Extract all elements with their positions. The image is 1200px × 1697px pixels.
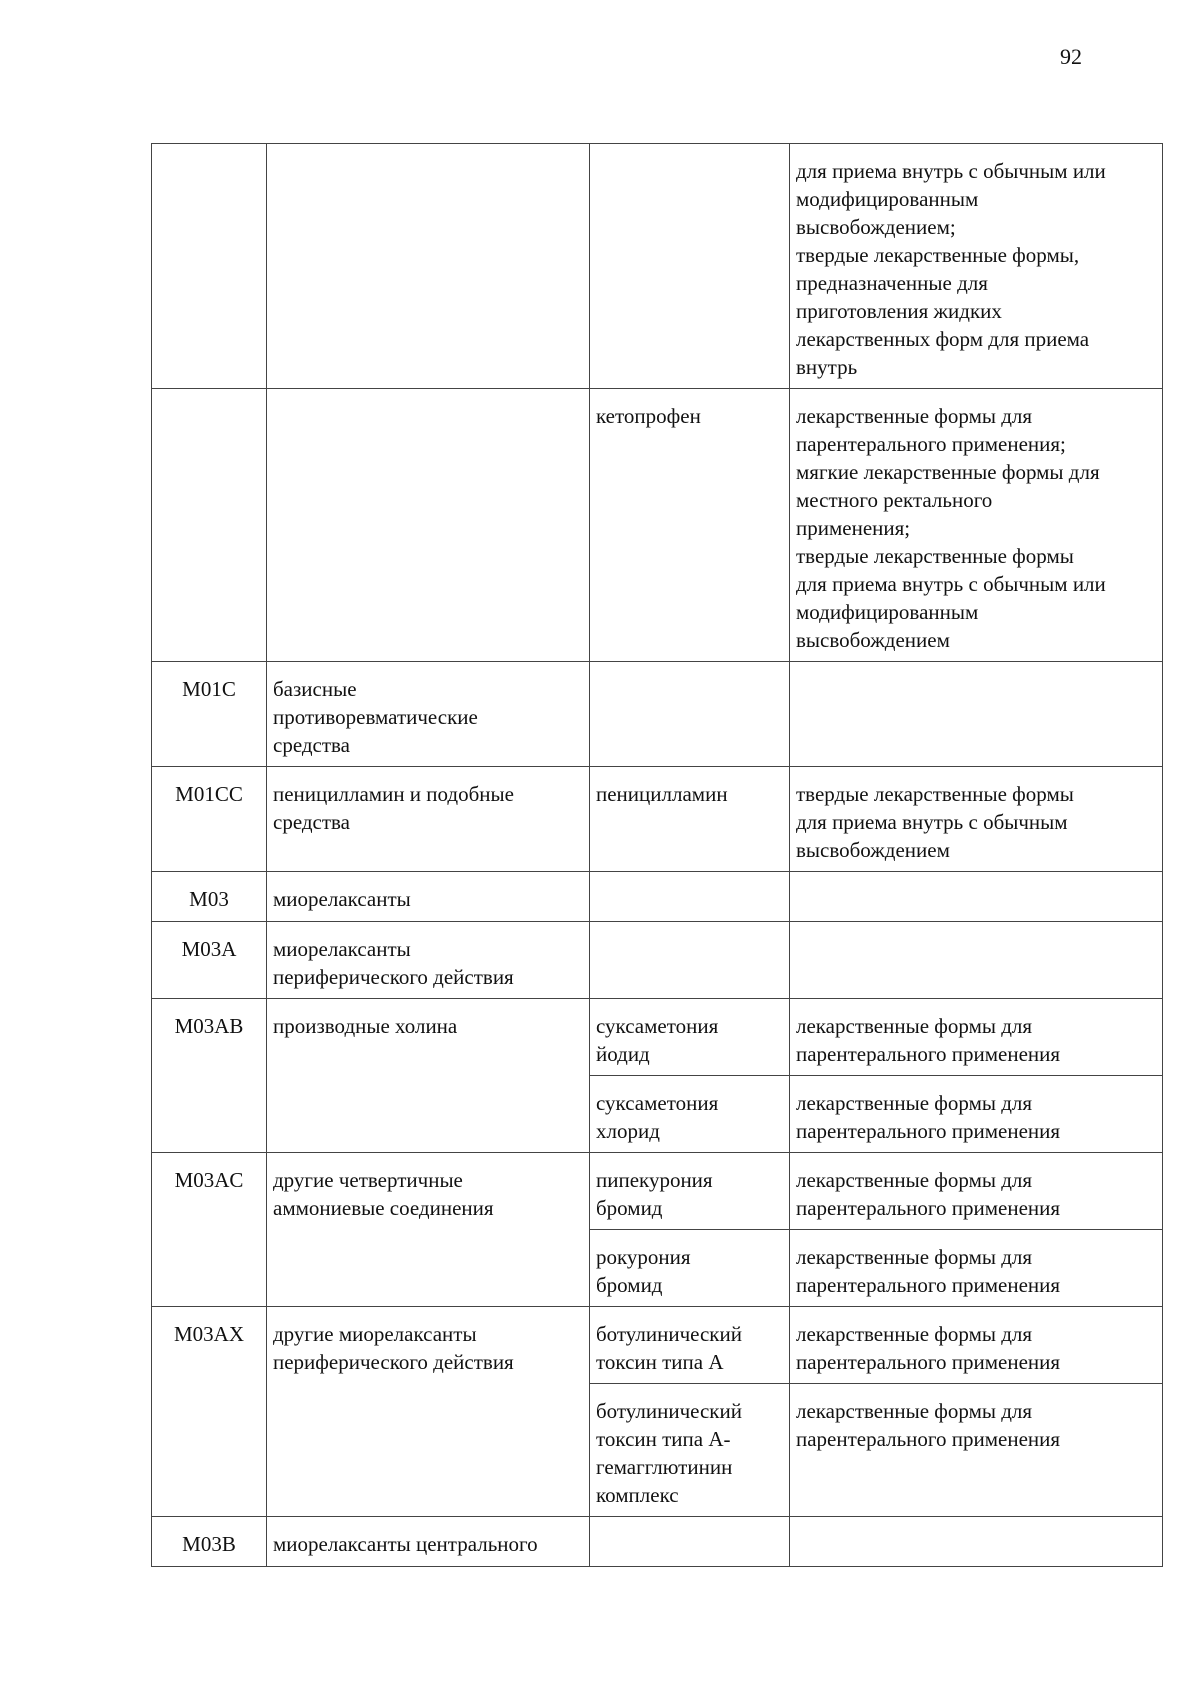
- text-line: парентерального применения: [796, 1119, 1061, 1143]
- table-row: [152, 1153, 1163, 1230]
- dosage-form-cell: [790, 1384, 1163, 1517]
- group-name-cell: [267, 999, 590, 1153]
- atc-code-cell: M01C: [152, 662, 267, 767]
- group-name-cell: [267, 389, 590, 662]
- text-line: высвобождением: [796, 628, 950, 652]
- text-line: внутрь: [796, 355, 858, 379]
- drug-name-cell: [590, 922, 790, 999]
- group-name-cell: [267, 872, 590, 922]
- text-line: мягкие лекарственные формы для: [796, 460, 1100, 484]
- atc-code-cell: M03B: [152, 1517, 267, 1567]
- table-row: [152, 767, 1163, 872]
- text-line: твердые лекарственные формы: [796, 782, 1074, 806]
- text-line: рокурония: [596, 1245, 691, 1269]
- table-row: [152, 922, 1163, 999]
- text-line: твердые лекарственные формы,: [796, 243, 1080, 267]
- text-line: предназначенные для: [796, 271, 988, 295]
- text-line: пипекурония: [596, 1168, 713, 1192]
- text-line: бромид: [596, 1196, 663, 1220]
- atc-code-cell: M03: [152, 872, 267, 922]
- text-line: твердые лекарственные формы: [796, 544, 1074, 568]
- text-line: применения;: [796, 516, 911, 540]
- atc-code-cell: M03AB: [152, 999, 267, 1153]
- text-line: лекарственные формы для: [796, 1399, 1033, 1423]
- table-body: [152, 144, 1163, 1567]
- text-line: парентерального применения: [796, 1427, 1061, 1451]
- dosage-form-cell: [790, 662, 1163, 767]
- text-line: лекарственные формы для: [796, 1091, 1033, 1115]
- text-line: суксаметония: [596, 1091, 719, 1115]
- group-name-cell: [267, 1153, 590, 1307]
- drug-name-cell: [590, 1076, 790, 1153]
- text-line: ботулинический: [596, 1399, 742, 1423]
- atc-code-cell: M03A: [152, 922, 267, 999]
- group-name-cell: [267, 767, 590, 872]
- drug-name-cell: [590, 767, 790, 872]
- text-line: токсин типа A-: [596, 1427, 731, 1451]
- text-line: миорелаксанты центрального: [273, 1532, 538, 1556]
- atc-code-cell: M03AX: [152, 1307, 267, 1517]
- text-line: парентерального применения: [796, 1273, 1061, 1297]
- drug-name-cell: [590, 389, 790, 662]
- atc-code-cell: [152, 144, 267, 389]
- text-line: для приема внутрь с обычным: [796, 810, 1068, 834]
- text-line: высвобождением;: [796, 215, 956, 239]
- dosage-form-cell: [790, 389, 1163, 662]
- text-line: парентерального применения: [796, 1196, 1061, 1220]
- text-line: миорелаксанты: [273, 937, 411, 961]
- text-line: лекарственные формы для: [796, 404, 1033, 428]
- table-row: [152, 1517, 1163, 1567]
- drug-name-cell: [590, 1230, 790, 1307]
- drug-name-cell: [590, 872, 790, 922]
- text-line: кетопрофен: [596, 404, 701, 428]
- dosage-form-cell: [790, 1076, 1163, 1153]
- text-line: базисные: [273, 677, 357, 701]
- drug-name-cell: [590, 1153, 790, 1230]
- group-name-cell: [267, 662, 590, 767]
- text-line: другие миорелаксанты: [273, 1322, 477, 1346]
- text-line: периферического действия: [273, 1350, 514, 1374]
- text-line: средства: [273, 733, 351, 757]
- text-line: комплекс: [596, 1483, 679, 1507]
- dosage-form-cell: [790, 1307, 1163, 1384]
- text-line: высвобождением: [796, 838, 950, 862]
- text-line: средства: [273, 810, 351, 834]
- text-line: аммониевые соединения: [273, 1196, 494, 1220]
- table-row: [152, 872, 1163, 922]
- text-line: для приема внутрь с обычным или: [796, 159, 1106, 183]
- text-line: бромид: [596, 1273, 663, 1297]
- text-line: парентерального применения: [796, 1042, 1061, 1066]
- dosage-form-cell: [790, 872, 1163, 922]
- group-name-cell: [267, 922, 590, 999]
- drug-name-cell: [590, 999, 790, 1076]
- group-name-cell: [267, 144, 590, 389]
- table-row: [152, 144, 1163, 389]
- text-line: пеницилламин и подобные: [273, 782, 514, 806]
- table-row: [152, 389, 1163, 662]
- text-line: парентерального применения: [796, 1350, 1061, 1374]
- text-line: лекарственные формы для: [796, 1014, 1033, 1038]
- drug-name-cell: [590, 1384, 790, 1517]
- table-row: [152, 662, 1163, 767]
- dosage-form-cell: [790, 922, 1163, 999]
- drug-name-cell: [590, 144, 790, 389]
- dosage-form-cell: [790, 767, 1163, 872]
- drug-name-cell: [590, 1517, 790, 1567]
- text-line: местного ректального: [796, 488, 993, 512]
- text-line: токсин типа A: [596, 1350, 724, 1374]
- text-line: парентерального применения;: [796, 432, 1066, 456]
- text-line: пеницилламин: [596, 782, 728, 806]
- atc-code-cell: [152, 389, 267, 662]
- text-line: ботулинический: [596, 1322, 742, 1346]
- text-line: гемагглютинин: [596, 1455, 733, 1479]
- group-name-cell: [267, 1307, 590, 1517]
- text-line: хлорид: [596, 1119, 660, 1143]
- page-number: 92: [1060, 44, 1082, 69]
- text-line: миорелаксанты: [273, 887, 411, 911]
- text-line: модифицированным: [796, 187, 979, 211]
- text-line: лекарственные формы для: [796, 1322, 1033, 1346]
- dosage-form-cell: [790, 999, 1163, 1076]
- dosage-form-cell: [790, 144, 1163, 389]
- text-line: лекарственные формы для: [796, 1168, 1033, 1192]
- text-line: лекарственных форм для приема: [796, 327, 1090, 351]
- text-line: периферического действия: [273, 965, 514, 989]
- atc-code-cell: M01CC: [152, 767, 267, 872]
- text-line: суксаметония: [596, 1014, 719, 1038]
- text-line: приготовления жидких: [796, 299, 1002, 323]
- group-name-cell: [267, 1517, 590, 1567]
- drug-name-cell: [590, 662, 790, 767]
- dosage-form-cell: [790, 1153, 1163, 1230]
- atc-code-cell: M03AC: [152, 1153, 267, 1307]
- text-line: противоревматические: [273, 705, 478, 729]
- text-line: модифицированным: [796, 600, 979, 624]
- dosage-form-cell: [790, 1230, 1163, 1307]
- text-line: йодид: [596, 1042, 650, 1066]
- drug-name-cell: [590, 1307, 790, 1384]
- dosage-form-cell: [790, 1517, 1163, 1567]
- text-line: производные холина: [273, 1014, 458, 1038]
- table-row: [152, 1307, 1163, 1384]
- text-line: лекарственные формы для: [796, 1245, 1033, 1269]
- table-row: [152, 999, 1163, 1076]
- text-line: для приема внутрь с обычным или: [796, 572, 1106, 596]
- text-line: другие четвертичные: [273, 1168, 463, 1192]
- drug-table: [151, 143, 1163, 1567]
